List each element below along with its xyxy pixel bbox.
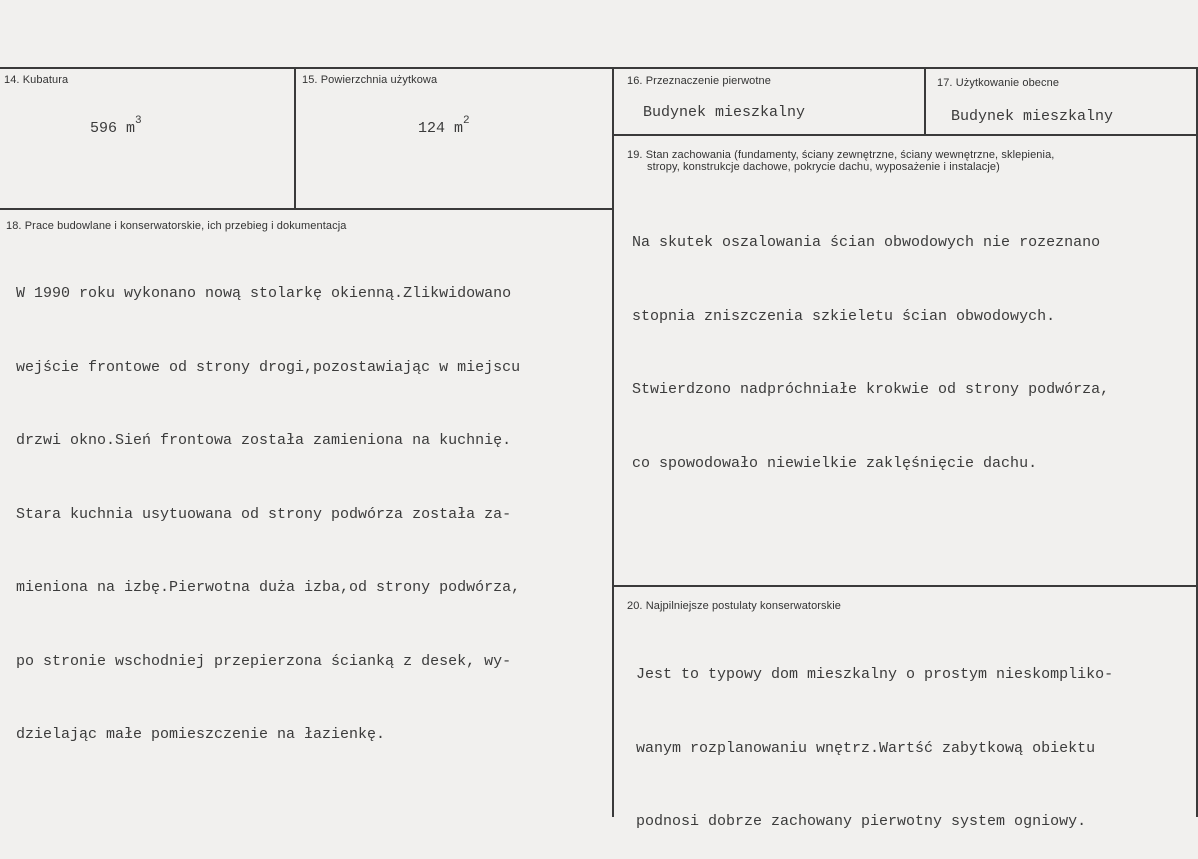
text-line: W 1990 roku wykonano nową stolarkę okienną.Zlikwidowano <box>16 285 512 302</box>
text-line: Stwierdzono nadpróchniałe krokwie od strony podwórza, <box>632 381 1110 398</box>
powierzchnia-exponent: 2 <box>463 115 470 127</box>
text-line: wejście frontowe od strony drogi,pozostawiając w miejscu <box>16 358 521 376</box>
row-divider-20 <box>614 585 1198 587</box>
field-15-label: 15. Powierzchnia użytkowa <box>302 74 438 86</box>
col-divider-16-17 <box>924 67 926 135</box>
field-16-value: Budynek mieszkalny <box>643 104 806 121</box>
text-line: Na skutek oszalowania ścian obwodowych nie rozeznano <box>632 234 1101 251</box>
text-line: co spowodowało niewielkie zaklęśnięcie dachu. <box>632 454 1038 472</box>
field-20-text <box>636 614 1113 859</box>
powierzchnia-value: 124 m <box>418 120 464 137</box>
row-divider-18 <box>0 208 614 210</box>
text-line: po stronie wschodniej przepierzona ścianką z desek, wy- <box>16 652 512 670</box>
field-14-value <box>90 115 142 137</box>
field-19-label-line1: 19. Stan zachowania (fundamenty, ściany zewnętrzne, ściany wewnętrzne, sklepienia, <box>627 149 1055 161</box>
field-20-label: 20. Najpilniejsze postulaty konserwatorskie <box>627 600 842 612</box>
field-14-label: 14. Kubatura <box>4 74 69 86</box>
field-17-label: 17. Użytkowanie obecne <box>937 77 1060 89</box>
field-17-value: Budynek mieszkalny <box>951 108 1114 125</box>
col-divider-14-15 <box>294 67 296 209</box>
top-border <box>0 67 1198 69</box>
text-line: Jest to typowy dom mieszkalny o prostym nieskompliko- <box>636 666 1114 683</box>
text-line: drzwi okno.Sień frontowa została zamieniona na kuchnię. <box>16 432 512 449</box>
col-divider-main <box>612 67 614 817</box>
field-18-label: 18. Prace budowlane i konserwatorskie, ich przebieg i dokumentacja <box>6 220 347 232</box>
text-line: Stara kuchnia usytuowana od strony podwórza została za- <box>16 505 512 523</box>
kubatura-exponent: 3 <box>135 115 142 127</box>
text-line: podnosi dobrze zachowany pierwotny system ogniowy. <box>636 813 1087 830</box>
field-15-value <box>418 115 470 137</box>
field-19-label <box>627 149 1054 173</box>
text-line: mieniona na izbę.Pierwotna duża izba,od strony podwórza, <box>16 579 521 596</box>
text-line: stopnia zniszczenia szkieletu ścian obwodowych. <box>632 307 1056 325</box>
field-19-text <box>632 182 1109 501</box>
row-divider-16-17 <box>614 134 1198 136</box>
kubatura-value: 596 m <box>90 120 136 137</box>
text-line: wanym rozplanowaniu wnętrz.Wartść zabytkową obiektu <box>636 739 1096 757</box>
field-16-label: 16. Przeznaczenie pierwotne <box>627 75 771 87</box>
text-line: dzielając małe pomieszczenie na łazienkę. <box>16 726 386 743</box>
field-19-label-line2: stropy, konstrukcje dachowe, pokrycie dachu, wyposażenie i instalacje) <box>647 161 1000 173</box>
field-18-text <box>16 233 520 772</box>
